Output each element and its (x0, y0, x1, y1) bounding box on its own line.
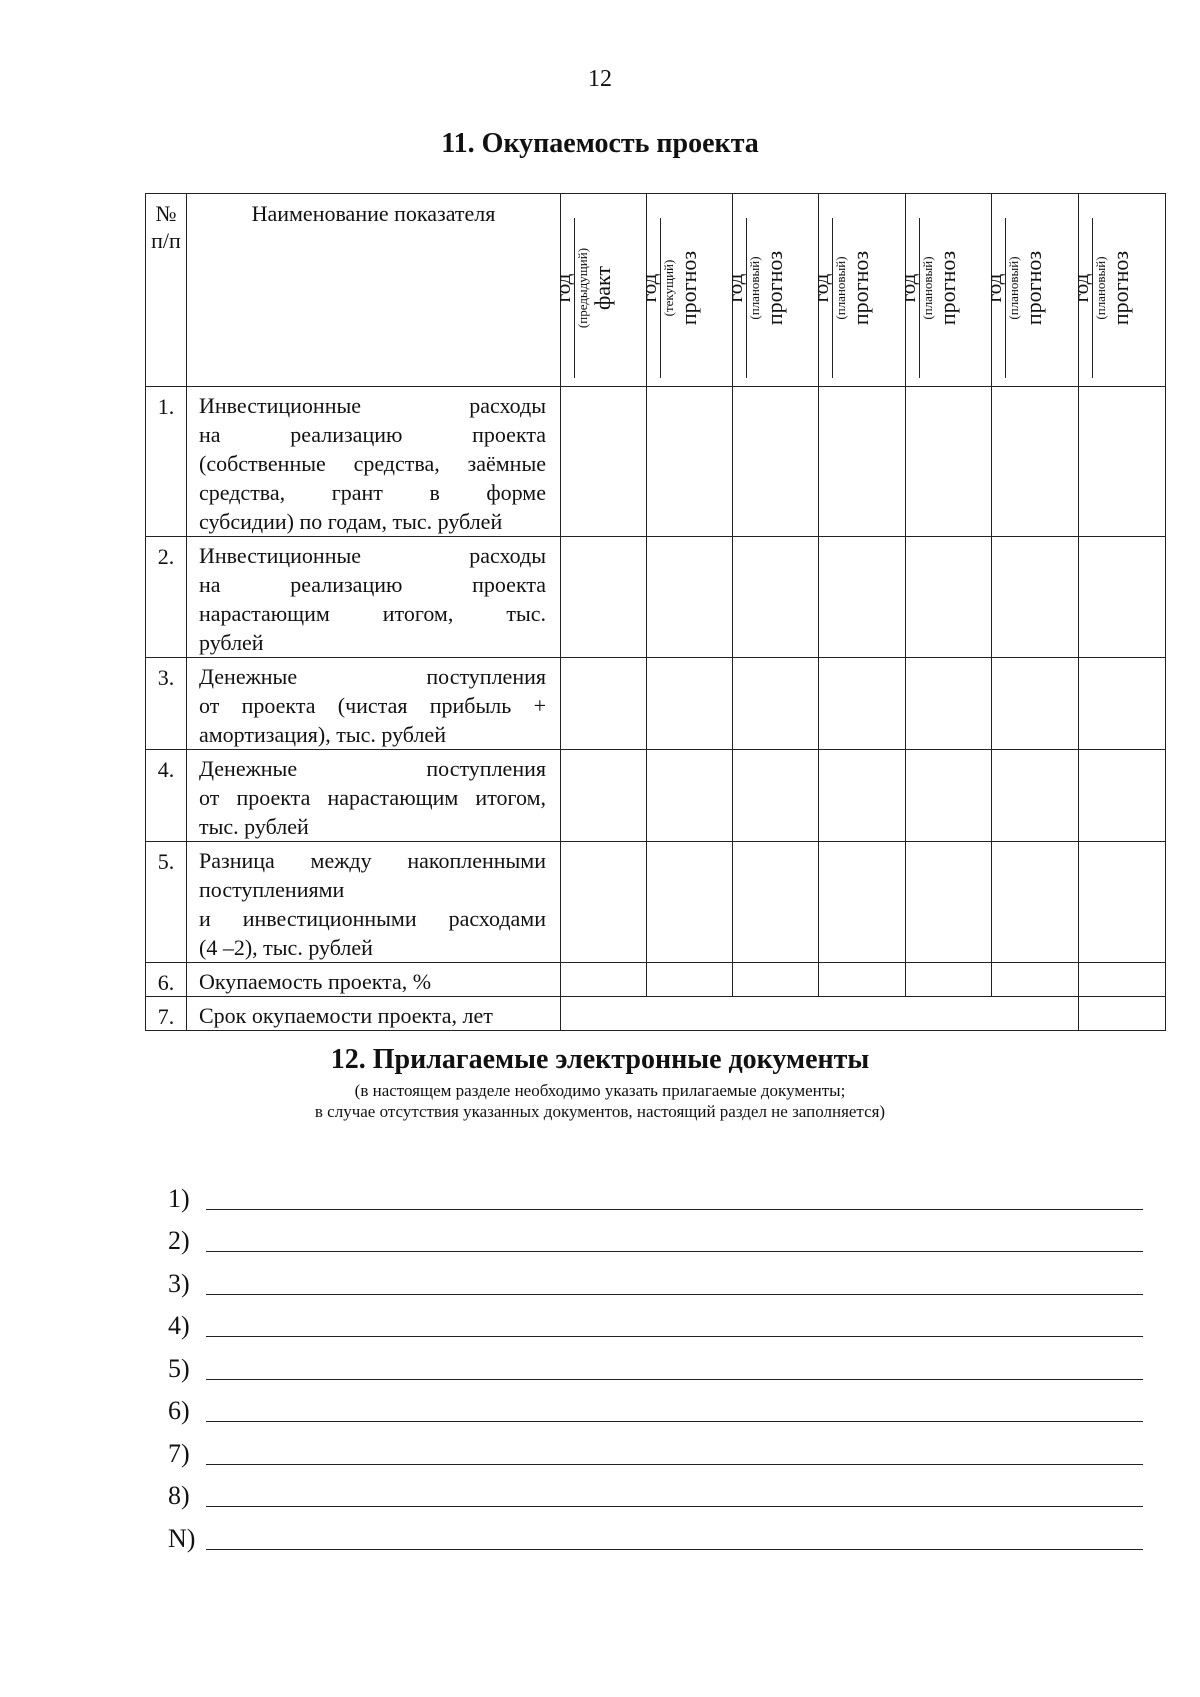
indicator-line: Срок окупаемости проекта, лет (199, 1003, 493, 1028)
value-cell[interactable] (561, 842, 647, 963)
year-subtitle: (плановый) (833, 256, 848, 320)
value-cell[interactable] (561, 387, 647, 537)
value-cell[interactable] (992, 387, 1079, 537)
year-subtitle: (плановый) (1006, 256, 1021, 320)
document-entry-line[interactable] (206, 1294, 1143, 1295)
value-cell[interactable] (906, 963, 992, 997)
value-cell[interactable] (906, 658, 992, 750)
table-row (146, 842, 1166, 963)
document-entry (168, 1175, 1143, 1218)
value-cell[interactable] (561, 658, 647, 750)
document-entry (168, 1388, 1143, 1431)
year-col-header (982, 194, 1079, 387)
value-cell[interactable] (992, 537, 1079, 658)
table-header-row (146, 194, 1166, 387)
document-entry (168, 1473, 1143, 1516)
row-number: 1. (146, 387, 187, 537)
indicator-line: средства, грант в форме (199, 480, 546, 505)
col-name-header: Наименование показателя (187, 194, 561, 387)
row-indicator-name (187, 658, 561, 750)
year-kind: факт (589, 265, 615, 311)
document-entry (168, 1303, 1143, 1346)
row-number: 3. (146, 658, 187, 750)
document-entry (168, 1260, 1143, 1303)
value-cell[interactable] (1079, 537, 1166, 658)
value-cell[interactable] (1079, 387, 1166, 537)
value-cell[interactable] (1079, 750, 1166, 842)
year-col-header (809, 194, 906, 387)
row-indicator-name (187, 842, 561, 963)
col-num-header: № п/п (146, 194, 187, 387)
year-label: год (809, 273, 833, 303)
value-cell[interactable] (647, 387, 733, 537)
document-entry-label: 8) (168, 1481, 190, 1510)
value-cell[interactable] (647, 537, 733, 658)
indicator-line: от проекта (чистая прибыль + (199, 693, 546, 718)
document-entry-label: 6) (168, 1396, 190, 1425)
table-row (146, 387, 1166, 537)
row-indicator-name (187, 997, 561, 1031)
value-cell[interactable] (819, 963, 906, 997)
row-indicator-name (187, 963, 561, 997)
document-entry-line[interactable] (206, 1379, 1143, 1380)
section-11-title: 11. Окупаемость проекта (441, 128, 759, 159)
section-12-note: (в настоящем разделе необходимо указать прилагаемые документы; (354, 1081, 846, 1100)
indicator-line: на реализацию проекта (199, 422, 546, 447)
year-label: год (722, 273, 747, 303)
value-cell[interactable] (733, 537, 819, 658)
indicator-line: Инвестиционные расходы (199, 393, 546, 418)
document-entry (168, 1218, 1143, 1261)
value-cell[interactable] (561, 537, 647, 658)
indicator-line: субсидии) по годам, тыс. рублей (199, 509, 503, 534)
year-col-header (1069, 194, 1166, 387)
page-number: 12 (588, 66, 612, 92)
year-kind: прогноз (1108, 250, 1133, 326)
row-indicator-name (187, 537, 561, 658)
document-entry-label: 2) (168, 1226, 190, 1255)
document-entry-line[interactable] (206, 1464, 1143, 1465)
value-cell[interactable] (906, 387, 992, 537)
document-entry-line[interactable] (206, 1336, 1143, 1337)
attached-documents-list (168, 1175, 1143, 1558)
indicator-line: (4 –2), тыс. рублей (199, 935, 373, 960)
year-kind: прогноз (761, 250, 787, 326)
row-number: 6. (146, 963, 187, 997)
value-cell[interactable] (906, 750, 992, 842)
document-entry-line[interactable] (206, 1421, 1143, 1422)
indicator-line: Денежные поступления (199, 664, 546, 689)
table-row (146, 537, 1166, 658)
value-cell[interactable] (647, 658, 733, 750)
indicator-line: Денежные поступления (199, 756, 546, 781)
value-cell[interactable] (561, 963, 647, 997)
value-cell[interactable] (733, 658, 819, 750)
document-entry-label: 1) (168, 1183, 190, 1213)
section-12-note: в случае отсутствия указанных документов, настоящий раздел не заполняется) (314, 1102, 886, 1121)
year-label: год (895, 273, 920, 303)
row-number: 7. (146, 997, 187, 1031)
value-cell[interactable] (647, 963, 733, 997)
document-entry (168, 1345, 1143, 1388)
indicator-line: Окупаемость проекта, % (199, 969, 432, 994)
document-entry-line[interactable] (206, 1209, 1143, 1210)
indicator-line: тыс. рублей (199, 814, 309, 839)
year-label: год (636, 273, 661, 303)
year-kind: прогноз (848, 250, 873, 326)
document-entry-label: 7) (168, 1438, 190, 1468)
year-subtitle: (предыдущий) (574, 247, 590, 329)
year-subtitle: (плановый) (746, 256, 762, 320)
document-entry-line[interactable] (206, 1506, 1143, 1507)
document-entry (168, 1515, 1143, 1558)
year-subtitle: (текущий) (660, 259, 676, 317)
indicator-line: рублей (199, 630, 264, 655)
value-cell[interactable] (647, 750, 733, 842)
value-cell[interactable] (1079, 997, 1166, 1031)
year-col-header (895, 194, 992, 387)
value-cell[interactable] (819, 387, 906, 537)
row-number: 4. (146, 750, 187, 842)
payback-table (145, 193, 1166, 1031)
document-entry-label: 3) (168, 1268, 190, 1298)
year-col-header (550, 194, 647, 387)
document-entry-label: 4) (168, 1311, 190, 1340)
year-subtitle: (плановый) (919, 256, 935, 320)
document-entry-label: 5) (168, 1353, 190, 1383)
year-kind: прогноз (934, 250, 960, 326)
year-subtitle: (плановый) (1093, 256, 1108, 320)
value-cell[interactable] (1079, 658, 1166, 750)
row-indicator-name (187, 750, 561, 842)
value-cell[interactable] (906, 537, 992, 658)
year-col-header (636, 194, 733, 387)
indicator-line: Инвестиционные расходы (199, 543, 546, 568)
value-cell[interactable] (733, 387, 819, 537)
indicator-line: нарастающим итогом, тыс. (199, 601, 546, 626)
document-entry-line[interactable] (206, 1251, 1143, 1252)
value-cell[interactable] (992, 963, 1079, 997)
table-row (146, 750, 1166, 842)
value-cell[interactable] (733, 750, 819, 842)
year-label: год (1069, 273, 1093, 303)
value-cell[interactable] (647, 842, 733, 963)
row-number: 2. (146, 537, 187, 658)
value-cell[interactable] (906, 842, 992, 963)
value-cell[interactable] (1079, 842, 1166, 963)
row-number: 5. (146, 842, 187, 963)
indicator-line: поступлениями (199, 877, 345, 902)
value-cell[interactable] (819, 842, 906, 963)
value-cell[interactable] (733, 963, 819, 997)
value-cell[interactable] (819, 537, 906, 658)
section-12-title: 12. Прилагаемые электронные документы (330, 1044, 870, 1075)
row-indicator-name (187, 387, 561, 537)
indicator-line: и инвестиционными расходами (199, 906, 546, 931)
document-entry (168, 1430, 1143, 1473)
value-cell[interactable] (819, 658, 906, 750)
document-entry-line[interactable] (206, 1549, 1143, 1550)
value-cell[interactable] (1079, 963, 1166, 997)
indicator-line: от проекта нарастающим итогом, (199, 785, 546, 810)
value-cell[interactable] (819, 750, 906, 842)
year-kind: прогноз (1021, 250, 1046, 326)
value-cell[interactable] (561, 750, 647, 842)
value-cell[interactable] (992, 842, 1079, 963)
document-entry-label: N) (168, 1523, 196, 1553)
indicator-line: на реализацию проекта (199, 572, 546, 597)
indicator-line: амортизация), тыс. рублей (199, 722, 446, 747)
year-kind: прогноз (675, 250, 701, 326)
indicator-line: Разница между накопленными (199, 848, 546, 873)
value-cell[interactable] (733, 842, 819, 963)
year-label: год (982, 273, 1006, 303)
value-cell-merged[interactable] (561, 997, 1079, 1031)
year-col-header (722, 194, 819, 387)
table-row (146, 997, 1166, 1031)
table-row (146, 658, 1166, 750)
year-label: год (550, 273, 575, 303)
value-cell[interactable] (992, 750, 1079, 842)
value-cell[interactable] (992, 658, 1079, 750)
indicator-line: (собственные средства, заёмные (199, 451, 546, 476)
table-row (146, 963, 1166, 997)
